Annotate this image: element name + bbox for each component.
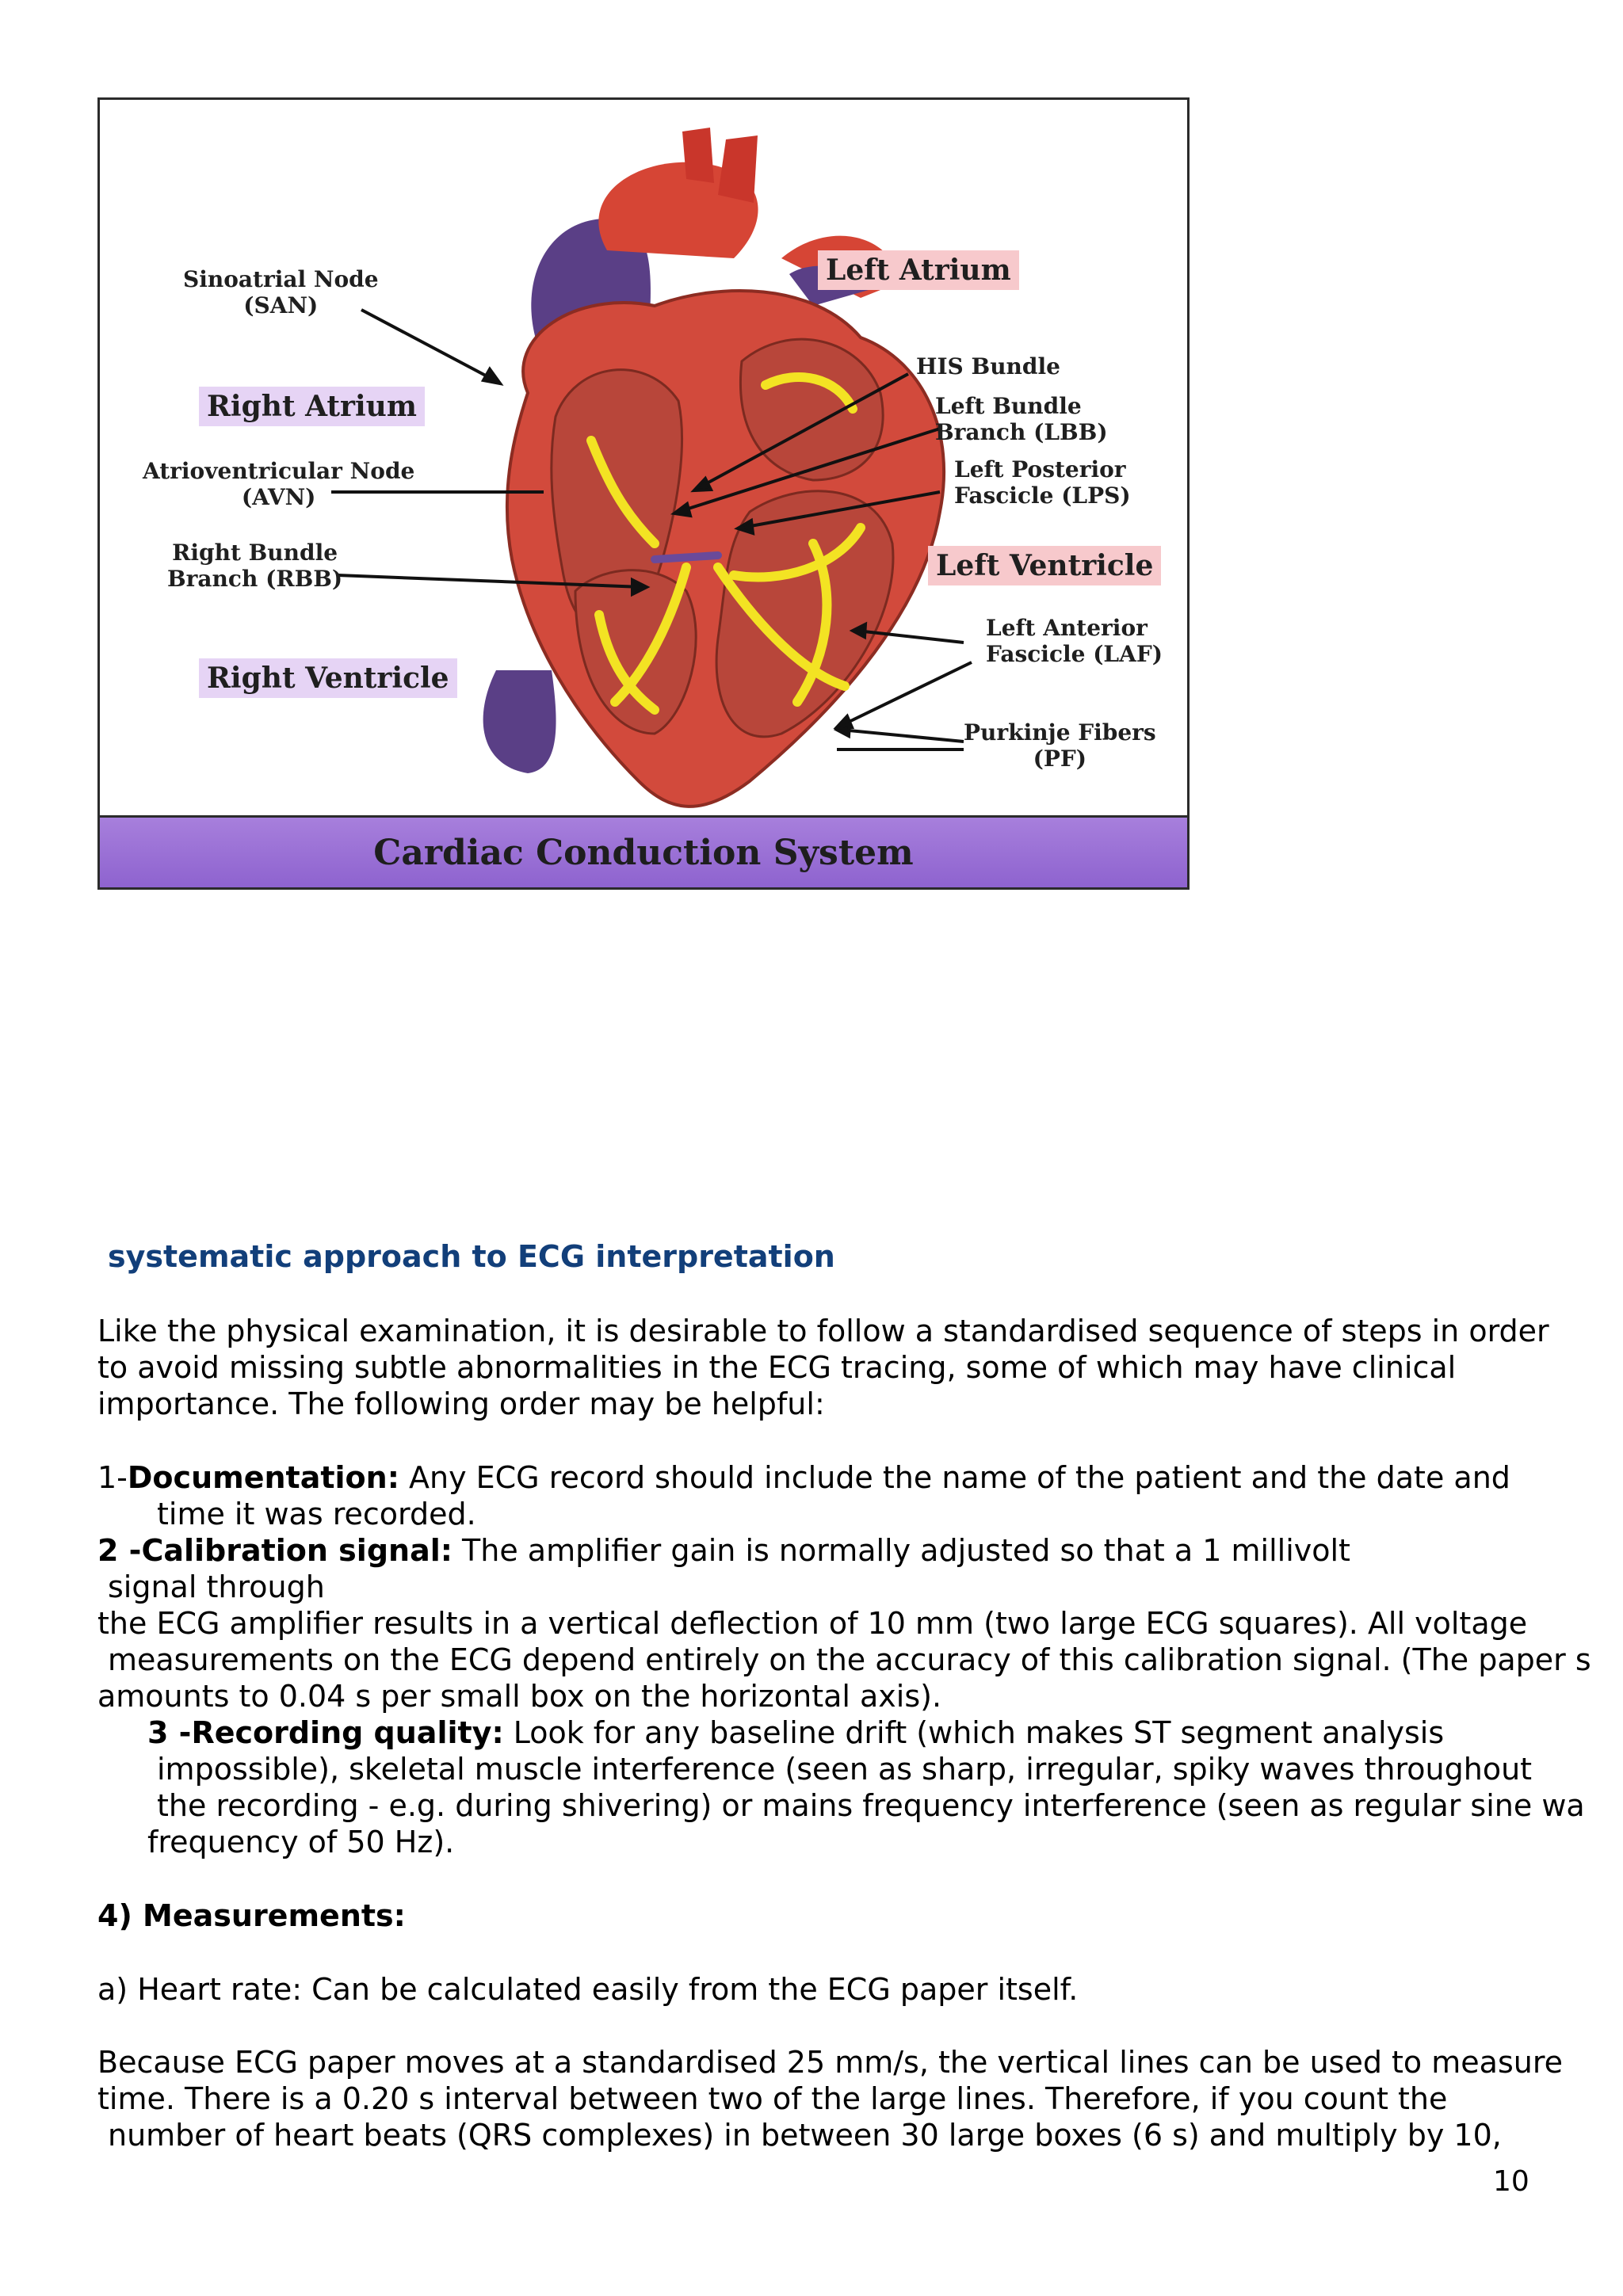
left-ventricle-label: Left Ventricle bbox=[928, 546, 1161, 585]
item3-cont-1: impossible), skeletal muscle interference (seen as sharp, irregular, spiky waves throughout bbox=[157, 1752, 1533, 1787]
item3-cont-3: frequency of 50 Hz). bbox=[147, 1825, 455, 1859]
purkinje-label-line1: Purkinje Fibers bbox=[964, 719, 1156, 746]
rbb-label-line1: Right Bundle bbox=[172, 540, 338, 566]
heart-rate-line: a) Heart rate: Can be calculated easily from the ECG paper itself. bbox=[97, 1972, 1079, 2007]
item2-line bbox=[97, 1532, 1350, 1569]
his-bundle-label: HIS Bundle bbox=[916, 353, 1060, 379]
right-ventricle-label: Right Ventricle bbox=[199, 658, 457, 698]
lps-label-line1: Left Posterior bbox=[954, 456, 1126, 482]
san-label bbox=[183, 266, 379, 318]
cardiac-conduction-figure bbox=[97, 97, 1190, 890]
rbb-label bbox=[167, 540, 342, 592]
laf-label-line2: Fascicle (LAF) bbox=[986, 641, 1163, 667]
intro-line-3: importance. The following order may be helpful: bbox=[97, 1386, 825, 1421]
item1-number: 1- bbox=[97, 1460, 128, 1495]
san-label-line2: (SAN) bbox=[243, 292, 319, 318]
lbb-label-line1: Left Bundle bbox=[935, 393, 1082, 419]
figure-caption-band bbox=[100, 815, 1187, 887]
page-number: 10 bbox=[1493, 2165, 1529, 2198]
item3-text: Look for any baseline drift (which makes ST segment analysis bbox=[503, 1715, 1445, 1750]
left-atrium-label: Left Atrium bbox=[818, 250, 1019, 290]
figure-caption: Cardiac Conduction System bbox=[373, 832, 914, 873]
item3-title: 3 -Recording quality: bbox=[147, 1715, 504, 1750]
avn-label-line1: Atrioventricular Node bbox=[143, 458, 415, 484]
item3-cont-2: the recording - e.g. during shivering) or mains frequency interference (seen as regular sine wa bbox=[157, 1788, 1585, 1823]
intro-line-2: to avoid missing subtle abnormalities in the ECG tracing, some of which may have clinical bbox=[97, 1350, 1457, 1385]
item1-text: Any ECG record should include the name of the patient and the date and bbox=[399, 1460, 1510, 1495]
paper-line-1: Because ECG paper moves at a standardised 25 mm/s, the vertical lines can be used to measure bbox=[97, 2045, 1563, 2080]
paper-line-2: time. There is a 0.20 s interval between two of the large lines. Therefore, if you count the bbox=[97, 2081, 1448, 2116]
purkinje-label-line2: (PF) bbox=[1033, 746, 1087, 772]
section-heading: systematic approach to ECG interpretation bbox=[108, 1239, 835, 1274]
intro-line-1: Like the physical examination, it is desirable to follow a standardised sequence of steps in order bbox=[97, 1314, 1549, 1348]
lps-label bbox=[954, 456, 1131, 509]
lps-label-line2: Fascicle (LPS) bbox=[954, 482, 1131, 509]
item2-cont-2: the ECG amplifier results in a vertical deflection of 10 mm (two large ECG squares). All voltage bbox=[97, 1606, 1528, 1641]
item2-text: The amplifier gain is normally adjusted so that a 1 millivolt bbox=[452, 1533, 1350, 1568]
item2-cont-3: measurements on the ECG depend entirely on the accuracy of this calibration signal. (The paper s bbox=[108, 1642, 1591, 1677]
rbb-label-line2: Branch (RBB) bbox=[167, 566, 343, 592]
item3-line bbox=[147, 1714, 1444, 1751]
item2-cont-4: amounts to 0.04 s per small box on the horizontal axis). bbox=[97, 1679, 942, 1714]
avn-label-line2: (AVN) bbox=[241, 484, 316, 510]
item1-line bbox=[97, 1459, 1510, 1496]
san-label-line1: Sinoatrial Node bbox=[183, 266, 379, 292]
item1-cont: time it was recorded. bbox=[157, 1497, 476, 1531]
item2-cont-1: signal through bbox=[108, 1569, 325, 1604]
right-atrium-label: Right Atrium bbox=[199, 387, 425, 426]
purkinje-label bbox=[964, 719, 1156, 772]
laf-label bbox=[986, 615, 1163, 667]
lbb-label-line2: Branch (LBB) bbox=[935, 419, 1108, 445]
item2-title: 2 -Calibration signal: bbox=[97, 1533, 453, 1568]
measurements-heading: 4) Measurements: bbox=[97, 1898, 406, 1933]
item1-title: Documentation: bbox=[127, 1460, 399, 1495]
laf-label-line1: Left Anterior bbox=[986, 615, 1148, 641]
paper-line-3: number of heart beats (QRS complexes) in between 30 large boxes (6 s) and multiply by 10, bbox=[108, 2118, 1502, 2153]
avn-label bbox=[143, 458, 414, 510]
lbb-label bbox=[935, 393, 1108, 445]
